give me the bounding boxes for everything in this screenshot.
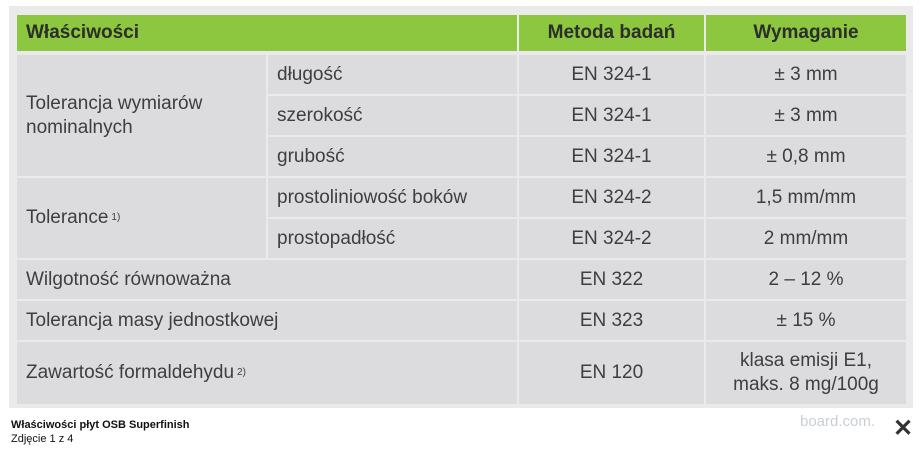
row-property: Wilgotność równoważna (17, 260, 517, 299)
header-method: Metoda badań (519, 15, 704, 51)
row-method: EN 323 (519, 301, 704, 340)
header-requirement: Wymaganie (706, 15, 906, 51)
group-label-tolerance: Tolerance 1) (17, 178, 266, 258)
row-requirement: 2 – 12 % (706, 260, 906, 299)
requirement-line: maks. 8 mg/100g (733, 374, 879, 395)
row-requirement (706, 342, 906, 404)
row-method: EN 322 (519, 260, 704, 299)
subrow-requirement: 2 mm/mm (706, 219, 906, 258)
subrow-requirement: ± 3 mm (706, 55, 906, 94)
subrow-property: prostoliniowość boków (268, 178, 517, 217)
group-label-text: Tolerance (26, 207, 109, 228)
caption-title: Właściwości płyt OSB Superfinish (11, 419, 190, 431)
group-label-dimension-tolerance: Tolerancja wymiarów nominalnych (17, 55, 266, 176)
photo-osb-properties-table (9, 6, 913, 408)
subrow-requirement: ± 0,8 mm (706, 137, 906, 176)
subrow-method: EN 324-1 (519, 137, 704, 176)
subrow-property: grubość (268, 137, 517, 176)
subrow-property: szerokość (268, 96, 517, 135)
subrow-method: EN 324-2 (519, 219, 704, 258)
subrow-property: długość (268, 55, 517, 94)
image-counter: Zdjęcie 1 z 4 (11, 433, 74, 445)
header-properties: Właściwości (17, 15, 517, 51)
subrow-property: prostopadłość (268, 219, 517, 258)
row-property-text: Zawartość formaldehydu (26, 362, 235, 383)
subrow-requirement: ± 3 mm (706, 96, 906, 135)
subrow-method: EN 324-2 (519, 178, 704, 217)
row-property: Tolerancja masy jednostkowej (17, 301, 517, 340)
subrow-method: EN 324-1 (519, 55, 704, 94)
close-icon: ✕ (892, 415, 914, 442)
row-method: EN 120 (519, 342, 704, 404)
close-button[interactable] (891, 417, 915, 441)
subrow-method: EN 324-1 (519, 96, 704, 135)
subrow-requirement: 1,5 mm/mm (706, 178, 906, 217)
row-requirement: ± 15 % (706, 301, 906, 340)
row-property: Zawartość formaldehydu 2) (17, 342, 517, 404)
watermark: board.com. (800, 413, 876, 430)
requirement-line: klasa emisji E1, (740, 350, 872, 371)
